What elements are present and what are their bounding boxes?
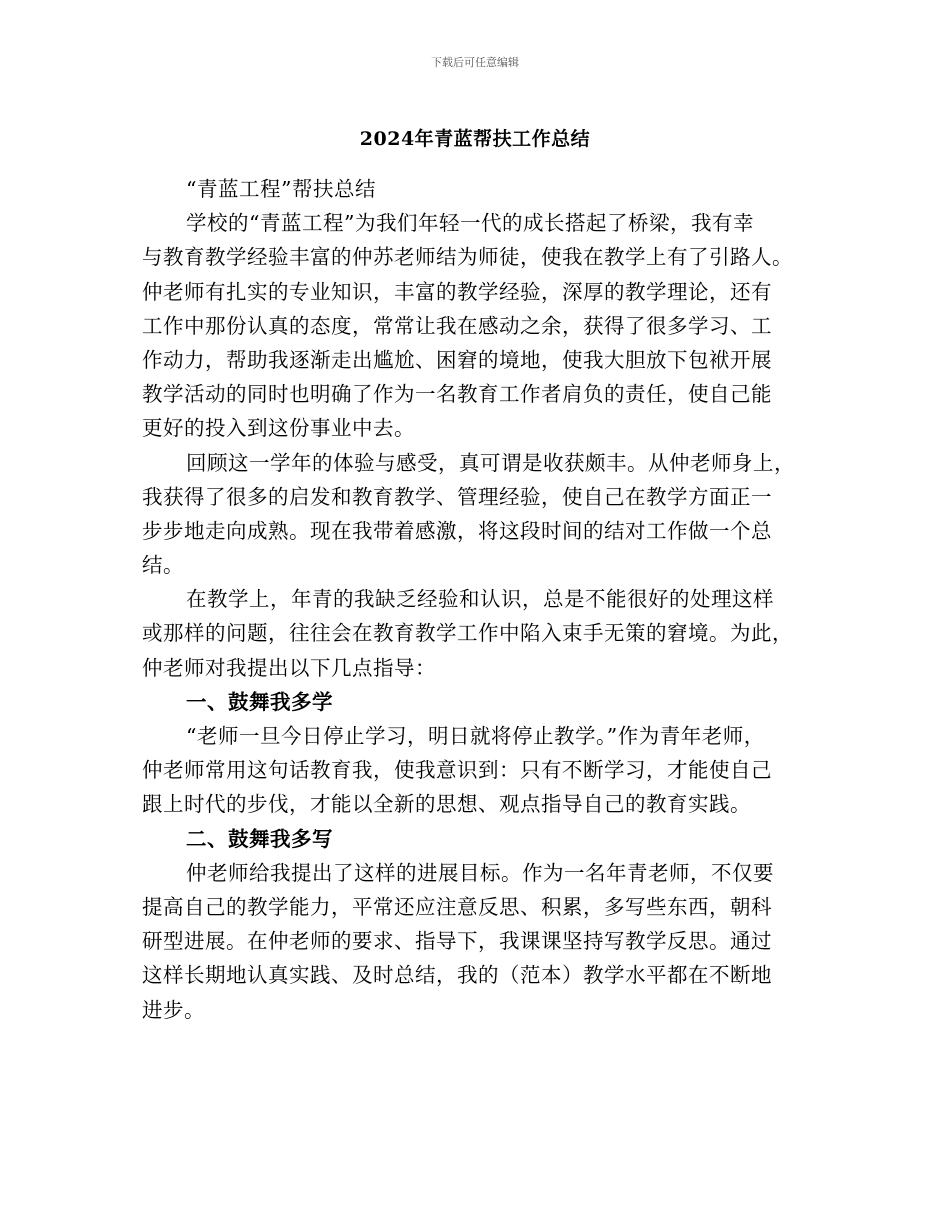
text-line: 或那样的问题，往往会在教育教学工作中陷入束手无策的窘境。为此， bbox=[142, 621, 793, 646]
text-line: 结。 bbox=[142, 553, 184, 578]
document-body bbox=[142, 172, 812, 1027]
text-line: 教学活动的同时也明确了作为一名教育工作者肩负的责任，使自己能 bbox=[142, 382, 772, 407]
text-line: 研型进展。在仲老师的要求、指导下，我课课坚持写教学反思。通过 bbox=[142, 929, 772, 954]
text-line: 与教育教学经验丰富的仲苏老师结为师徒，使我在教学上有了引路人。 bbox=[142, 245, 793, 270]
text-line: 更好的投入到这份事业中去。 bbox=[142, 416, 415, 441]
text-line: 学校的“青蓝工程”为我们年轻一代的成长搭起了桥梁，我有幸 bbox=[186, 211, 754, 236]
text-line: 这样长期地认真实践、及时总结，我的（范本）教学水平都在不断地 bbox=[142, 963, 772, 988]
text-line: 在教学上，年青的我缺乏经验和认识，总是不能很好的处理这样 bbox=[186, 587, 774, 612]
text-line: 工作中那份认真的态度，常常让我在感动之余，获得了很多学习、工 bbox=[142, 313, 772, 338]
text-line: 跟上时代的步伐，才能以全新的思想、观点指导自己的教育实践。 bbox=[142, 792, 751, 817]
text-line: 提高自己的教学能力，平常还应注意反思、积累，多写些东西，朝科 bbox=[142, 894, 772, 919]
section-heading: 二、鼓舞我多写 bbox=[186, 826, 333, 851]
text-line: 仲老师给我提出了这样的进展目标。作为一名年青老师，不仅要 bbox=[186, 860, 774, 885]
text-line: “老师一旦今日停止学习，明日就将停止教学。”作为青年老师， bbox=[186, 724, 765, 748]
text-line: 仲老师常用这句话教育我，使我意识到：只有不断学习，才能使自己 bbox=[142, 758, 772, 783]
header-note: 下载后可任意编辑 bbox=[431, 56, 519, 69]
text-line: 我获得了很多的启发和教育教学、管理经验，使自己在教学方面正一 bbox=[142, 484, 772, 509]
text-line: “青蓝工程”帮扶总结 bbox=[186, 177, 376, 201]
text-line: 仲老师对我提出以下几点指导： bbox=[142, 655, 436, 680]
section-heading: 一、鼓舞我多学 bbox=[186, 689, 333, 714]
text-line: 进步。 bbox=[142, 997, 205, 1022]
document-title: 2024年青蓝帮扶工作总结 bbox=[359, 128, 591, 150]
text-line: 仲老师有扎实的专业知识，丰富的教学经验，深厚的教学理论，还有 bbox=[142, 279, 772, 304]
text-line: 步步地走向成熟。现在我带着感激，将这段时间的结对工作做一个总 bbox=[142, 518, 772, 543]
text-line: 回顾这一学年的体验与感受，真可谓是收获颇丰。从仲老师身上， bbox=[186, 450, 795, 475]
text-line: 作动力，帮助我逐渐走出尴尬、困窘的境地，使我大胆放下包袱开展 bbox=[142, 347, 772, 372]
